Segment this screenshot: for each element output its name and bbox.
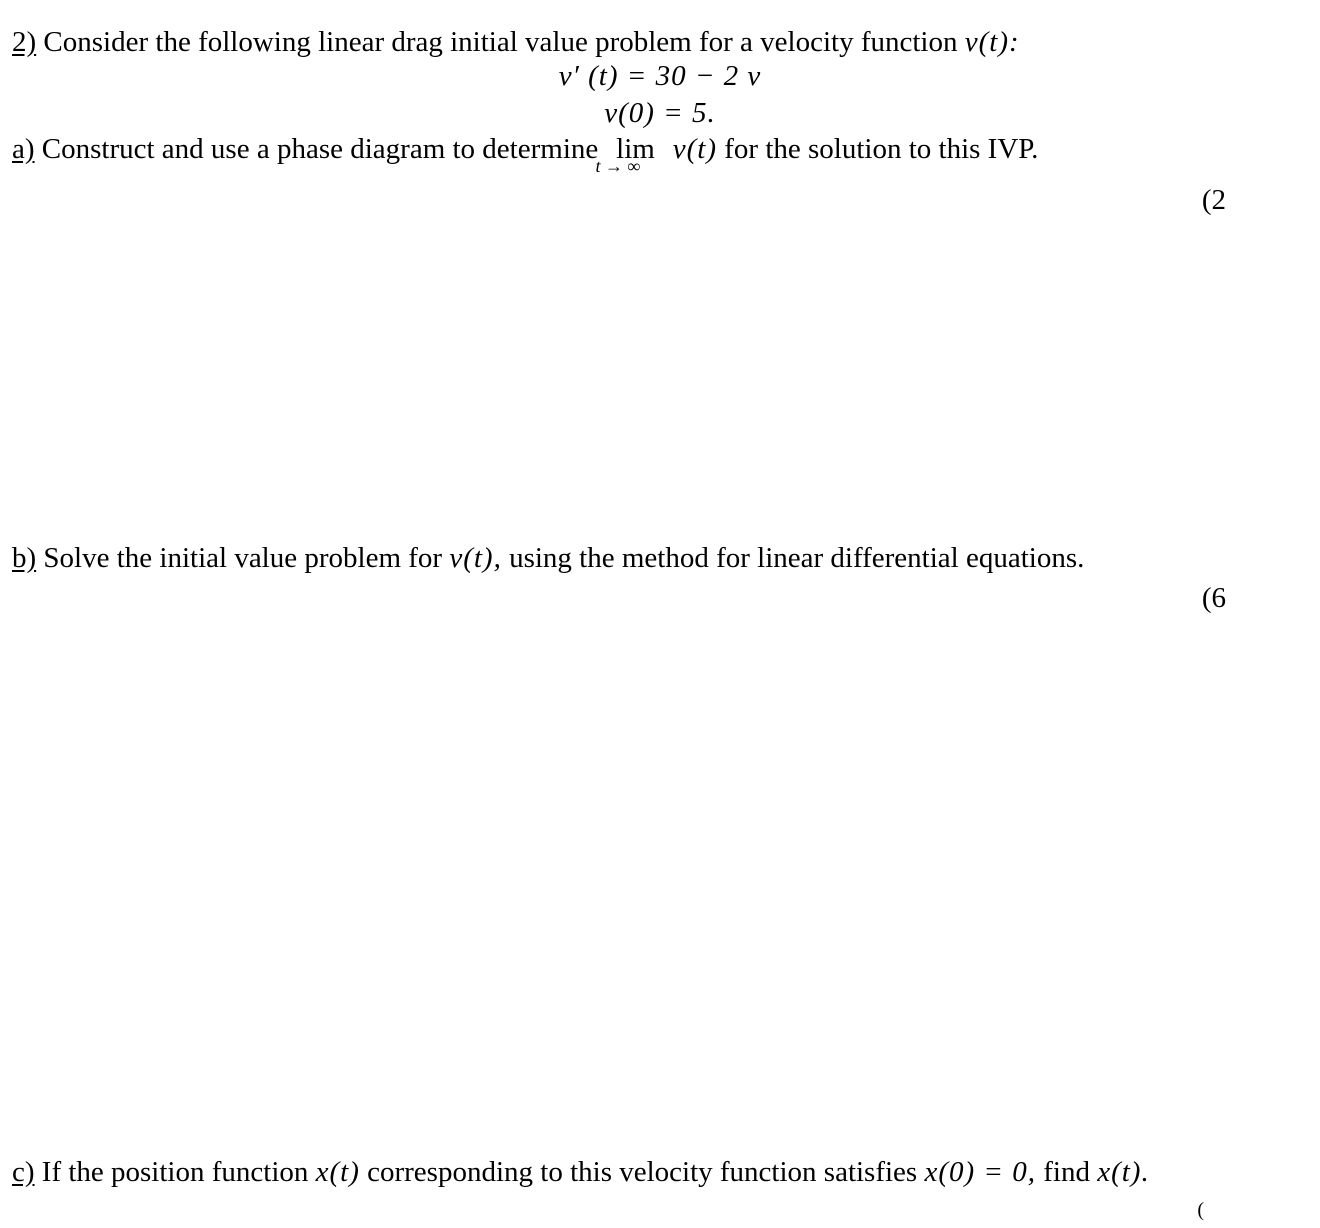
- equation-ode: v′ (t) = 30 − 2 v: [558, 60, 762, 92]
- limit-subscript: t → ∞: [595, 156, 641, 176]
- part-a-points: (2: [1201, 184, 1226, 216]
- problem-intro-text: Consider the following linear drag initial value problem for a velocity function: [43, 26, 958, 58]
- part-a-text-before: Construct and use a phase diagram to determine: [41, 133, 599, 165]
- part-a-label: a): [12, 133, 35, 165]
- part-c-text-1: If the position function: [41, 1156, 309, 1188]
- problem-intro-function: v(t):: [964, 26, 1020, 58]
- part-c-points: (: [1197, 1199, 1204, 1221]
- part-c: [12, 1154, 1150, 1190]
- part-c-function-2: x(t).: [1097, 1156, 1150, 1188]
- part-a: [12, 131, 1039, 176]
- limit-expression: [595, 131, 666, 176]
- problem-statement: [12, 24, 1020, 60]
- part-b-text-before: Solve the initial value problem for: [43, 542, 443, 574]
- part-a-text-after: for the solution to this IVP.: [724, 133, 1039, 165]
- part-c-label: c): [12, 1156, 35, 1188]
- part-b: [12, 540, 1084, 576]
- equation-initial-condition: v(0) = 5.: [604, 97, 716, 129]
- part-c-condition: x(0) = 0,: [924, 1156, 1036, 1188]
- part-c-text-2: corresponding to this velocity function satisfies: [367, 1156, 918, 1188]
- part-b-points: (6: [1201, 582, 1226, 614]
- part-b-label: b): [12, 542, 37, 574]
- part-c-function-1: x(t): [315, 1156, 360, 1188]
- part-c-text-3: find: [1043, 1156, 1090, 1188]
- limit-operator: lim: [616, 133, 655, 165]
- part-a-function: v(t): [672, 133, 717, 165]
- part-b-text-after: using the method for linear differential equations.: [509, 542, 1085, 574]
- problem-number: 2): [12, 26, 37, 58]
- part-b-function: v(t),: [449, 542, 502, 574]
